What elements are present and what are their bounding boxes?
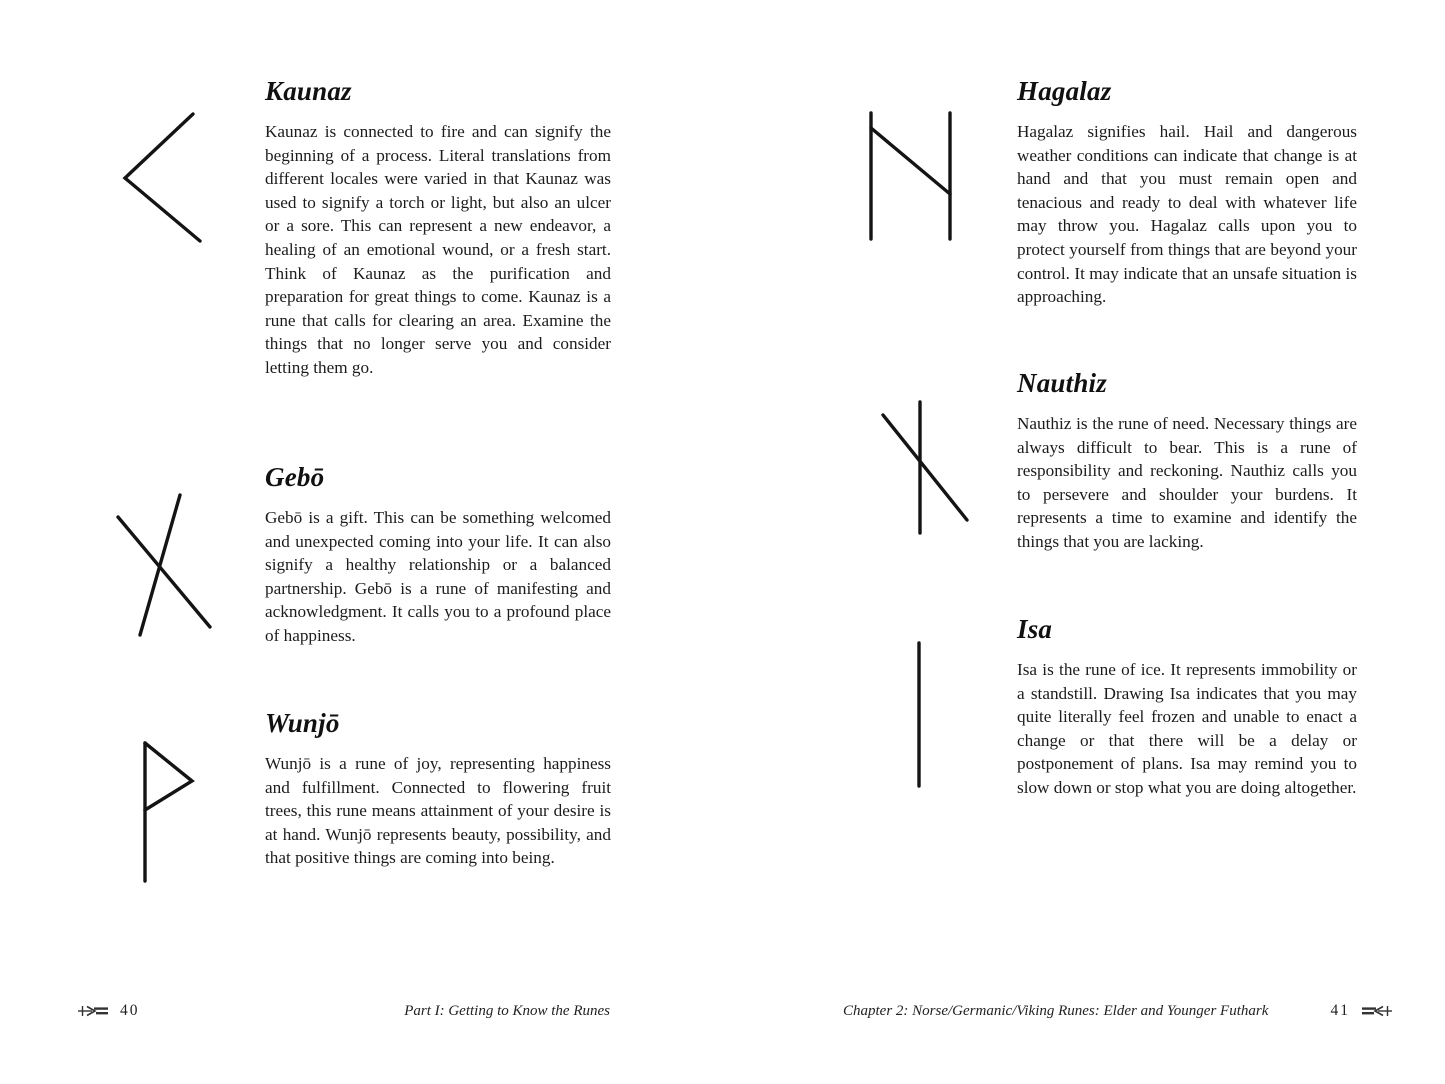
right-page-footer xyxy=(843,1000,1392,1022)
wunjo-rune-icon xyxy=(138,736,202,893)
section-gebo xyxy=(265,462,611,648)
page-number: 40 xyxy=(120,1002,140,1019)
section-title: Isa xyxy=(1017,614,1053,644)
arrow-right-icon xyxy=(78,1004,108,1018)
section-body: Hagalaz signifies hail. Hail and dangerous weather conditions can indicate that change is at hand and that you must remain open and tenacious and ready to deal with whatever life may throw you. Hagalaz calls upon you to protect yourself from things that are beyond your control. It may indicate that an unsafe situation is approaching. xyxy=(1017,122,1357,307)
section-title: Kaunaz xyxy=(265,76,352,106)
gebo-rune-icon xyxy=(108,488,220,645)
section-title: Gebō xyxy=(265,462,325,492)
part-running-head: Part I: Getting to Know the Runes xyxy=(404,1002,610,1019)
kaunaz-rune-icon xyxy=(112,106,210,253)
section-kaunaz xyxy=(265,76,611,380)
section-body: Gebō is a gift. This can be something welcomed and unexpected coming into your life. It can also signify a healthy relationship or a balanced partnership. Gebō is a rune of manifesting and acknowledgment. It calls you to a profound place of happiness. xyxy=(265,508,611,645)
section-title: Nauthiz xyxy=(1017,368,1107,398)
section-body: Isa is the rune of ice. It represents immobility or a standstill. Drawing Isa indicates that you may quite literally feel frozen and unable to enact a change or that there will be a delay or postponement of plans. Isa may remind you to slow down or stop what you are doing altogether. xyxy=(1017,660,1357,797)
section-title: Wunjō xyxy=(265,708,340,738)
hagalaz-rune-icon xyxy=(864,108,960,249)
left-footer-pagenum-group xyxy=(78,1002,140,1020)
left-page-footer xyxy=(78,1000,610,1022)
nauthiz-rune-icon xyxy=(876,396,976,545)
section-wunjo xyxy=(265,708,611,870)
section-nauthiz xyxy=(1017,368,1357,554)
section-isa xyxy=(1017,614,1357,800)
section-body: Nauthiz is the rune of need. Necessary things are always difficult to bear. This is a rune of responsibility and reckoning. Nauthiz calls you to persevere and shoulder your burdens. It represents a time to examine and identify the things that you are lacking. xyxy=(1017,414,1357,551)
arrow-left-icon xyxy=(1362,1004,1392,1018)
section-title: Hagalaz xyxy=(1017,76,1112,106)
page-number: 41 xyxy=(1330,1002,1350,1019)
right-footer-pagenum-group xyxy=(1331,1002,1393,1020)
section-hagalaz xyxy=(1017,76,1357,309)
chapter-running-head: Chapter 2: Norse/Germanic/Viking Runes: Elder and Younger Futhark xyxy=(843,1002,1269,1019)
isa-rune-icon xyxy=(912,638,928,797)
section-body: Kaunaz is connected to fire and can signify the beginning of a process. Literal translations from different locales were varied in that Kaunaz was used to signify a torch or light, but also an ulcer or a sore. This can represent a new endeavor, a healing of an emotional wound, or a fresh start. Think of Kaunaz as the purification and preparation for great things to come. Kaunaz is a rune that calls for clearing an area. Examine the things that no longer serve you and consider letting them go. xyxy=(265,122,611,377)
section-body: Wunjō is a rune of joy, representing happiness and fulfillment. Connected to flowering fruit trees, this rune means attainment of your desire is at hand. Wunjō represents beauty, possibility, and that positive things are coming into being. xyxy=(265,754,611,868)
